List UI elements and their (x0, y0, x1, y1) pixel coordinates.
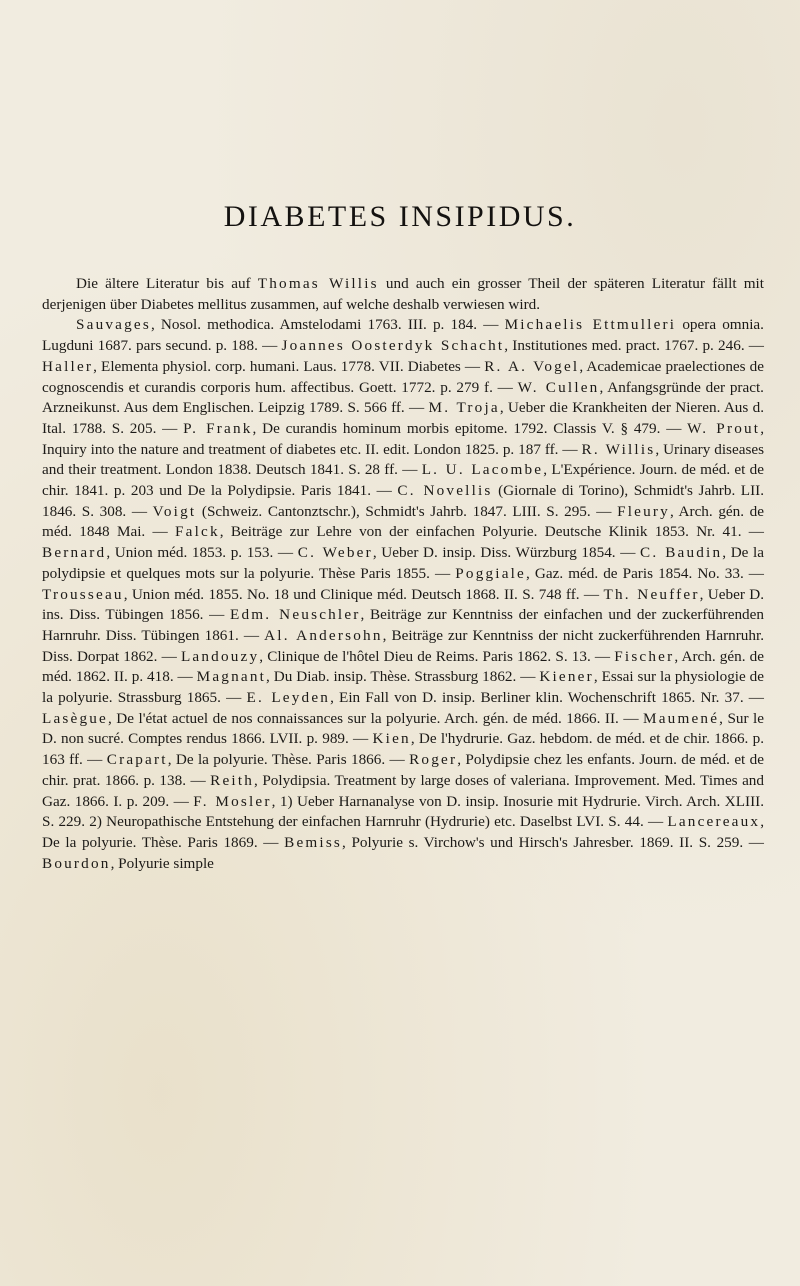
reference-citation: , De l'état actuel de nos connaissances sur la polyurie. Arch. gén. de méd. 1866. II. — (108, 709, 644, 727)
reference-author: Trousseau (42, 585, 124, 603)
reference-citation: , De la polyurie. Thèse. Paris 1866. — (167, 751, 410, 769)
reference-author: Edm. Neuschler (230, 606, 361, 624)
reference-author: Maumené (643, 709, 720, 727)
reference-entry (107, 751, 409, 768)
reference-citation: , Essai sur la physiologie de la polyurie. Strassburg 1865. — (42, 668, 765, 707)
reference-citation: , Elementa physiol. corp. humani. Laus. 1778. VII. Diabetes — (93, 357, 485, 375)
reference-citation: , Sur le D. non sucré. Comptes rendus 1866. LVII. p. 989. — (42, 709, 764, 748)
reference-author: Lancereaux (667, 813, 761, 831)
page-body (42, 274, 764, 874)
reference-entry (183, 420, 687, 437)
reference-author: Fleury (617, 502, 670, 520)
reference-citation: , 1) Ueber Harnanalyse von D. insip. Inosurie mit Hydrurie. Virch. Arch. XLIII. S. 229. 2) Neuropathische Entstehung der einfachen Harnruhr (Hydrurie) etc. Daselbst LVI. S. 44. — (42, 792, 764, 831)
intro-paragraph (42, 274, 764, 315)
reference-author: W. Cullen (517, 378, 600, 396)
reference-author: Fischer (614, 647, 675, 665)
intro-text-start: Die ältere Literatur bis auf (76, 275, 258, 292)
reference-author: Michaelis Ettmulleri (504, 316, 677, 334)
reference-citation: , L'Expérience. Journ. de méd. et de chir. 1841. p. 203 und De la Polydipsie. Paris 1841. — (42, 461, 764, 500)
reference-citation: , Union méd. 1853. p. 153. — (106, 544, 298, 562)
reference-author: Crapart (106, 751, 168, 769)
reference-citation: , De la polydipsie et quelques mots sur la polyurie. Thèse Paris 1855. — (42, 544, 764, 582)
reference-author: Kien (372, 730, 411, 748)
reference-citation: , Ueber die Krankheiten der Nieren. Aus d. Ital. 1788. S. 205. — (42, 399, 764, 437)
reference-citation: , Union méd. 1855. No. 18 und Clinique méd. Deutsch 1868. II. S. 748 ff. — (123, 585, 604, 603)
reference-citation: , De la polyurie. Thèse. Paris 1869. — (42, 813, 764, 851)
reference-citation: , Du Diab. insip. Thèse. Strassburg 1862. — (266, 668, 540, 686)
reference-citation: , Urinary diseases and their treatment. London 1838. Deutsch 1841. S. 28 ff. — (42, 440, 765, 479)
reference-citation: , Ueber D. ins. Diss. Tübingen 1856. — (42, 585, 765, 624)
reference-citation: , Arch. gén. de méd. 1862. II. p. 418. — (42, 647, 764, 686)
reference-author: Bourdon (42, 854, 111, 872)
reference-author: Landouzy (180, 647, 260, 665)
reference-citation: , Polyurie simple (110, 854, 214, 872)
reference-author: Roger (409, 751, 458, 769)
reference-citation: (Giornale di Torino), Schmidt's Jahrb. LII. 1846. S. 308. — (42, 482, 764, 520)
reference-entry (284, 834, 764, 851)
reference-author: W. Prout (687, 419, 761, 437)
reference-citation: (Schweiz. Cantonztschr.), Schmidt's Jahrb. 1847. LIII. S. 295. — (196, 502, 618, 520)
reference-citation: , Beiträge zur Kenntniss der nicht zuckerführenden Harnruhr. Diss. Dorpat 1862. — (42, 626, 765, 665)
reference-citation: , Beiträge zur Lehre von der einfachen Polyurie. Deutsche Klinik 1853. Nr. 41. — (219, 523, 764, 541)
reference-author: Falck (175, 523, 220, 541)
reference-entry (76, 316, 505, 333)
reference-author: C. Baudin (640, 544, 723, 562)
reference-author: Poggiale (455, 564, 526, 582)
reference-author: C. Novellis (397, 482, 493, 500)
reference-citation: , Academicae praelectiones de cognoscendis et curandis corporis hum. affectibus. Goett. 1772. p. 279 f. — (42, 357, 765, 396)
reference-entry (42, 855, 214, 872)
reference-citation: , Polyurie s. Virchow's und Hirsch's Jahresber. 1869. II. S. 259. — (342, 833, 764, 851)
reference-citation: , Ein Fall von D. insip. Berliner klin. Wochenschrift 1865. Nr. 37. — (330, 689, 764, 707)
reference-citation: , De curandis hominum morbis epitome. 1792. Classis V. § 479. — (252, 419, 688, 437)
reference-author: Th. Neuffer (603, 585, 700, 603)
intro-text-end: und auch ein grosser Theil der späteren Literatur fällt mit derjenigen über Diabetes mellitus zusammen, auf welche deshalb verwiesen wird. (42, 275, 764, 313)
page-title: DIABETES INSIPIDUS. (223, 200, 577, 233)
reference-author: Sauvages (76, 316, 151, 334)
bibliography-paragraph (42, 315, 764, 874)
reference-citation: , Clinique de l'hôtel Dieu de Reims. Paris 1862. S. 13. — (259, 647, 615, 665)
reference-citation: , De l'hydrurie. Gaz. hebdom. de méd. et de chir. 1866. p. 163 ff. — (42, 730, 765, 769)
reference-author: Bemiss (284, 833, 343, 851)
reference-author: Lasègue (42, 709, 108, 727)
intro-author-name: Thomas Willis (257, 275, 379, 292)
reference-author: M. Troja (428, 399, 500, 417)
reference-entry (181, 648, 614, 665)
reference-author: L. U. Lacombe (421, 461, 544, 479)
reference-author: Kiener (539, 668, 594, 686)
reference-entry (246, 689, 764, 706)
reference-entry (455, 565, 764, 582)
reference-entry (175, 523, 764, 540)
reference-author: Voigt (152, 502, 197, 520)
reference-author: Joannes Oosterdyk Schacht (281, 337, 505, 355)
reference-author: Haller (42, 357, 94, 375)
reference-author: P. Frank (183, 419, 253, 437)
reference-citation: , Beiträge zur Kenntniss der einfachen und der zuckerführenden Harnruhr. Diss. Tübingen 1861. — (42, 606, 764, 644)
reference-entry (298, 544, 640, 561)
reference-entry (42, 358, 484, 375)
reference-citation: , Ueber D. insip. Diss. Würzburg 1854. — (372, 544, 641, 562)
reference-entry (42, 586, 603, 603)
reference-citation: , Anfangsgründe der pract. Arzneikunst. Aus dem Englischen. Leipzig 1789. S. 566 ff. — (42, 378, 764, 417)
reference-author: C. Weber (297, 544, 373, 562)
reference-entry (197, 668, 540, 685)
reference-citation: , Polydipsie chez les enfants. Journ. de méd. et de chir. prat. 1866. p. 138. — (42, 751, 764, 789)
reference-citation: , Polydipsia. Treatment by large doses of valeriana. Improvement. Med. Times and Gaz. 1866. I. p. 209. — (42, 771, 764, 810)
reference-citation: opera omnia. Lugduni 1687. pars secund. p. 188. — (42, 316, 764, 355)
reference-citation: , Arch. gén. de méd. 1848 Mai. — (42, 502, 764, 541)
reference-author: E. Leyden (246, 689, 331, 707)
reference-citation: , Institutiones med. pract. 1767. p. 246. — (504, 337, 764, 355)
reference-citation: , Gaz. méd. de Paris 1854. No. 33. — (526, 564, 764, 582)
reference-entry (42, 544, 298, 561)
reference-entry (42, 710, 643, 727)
reference-citation: , Inquiry into the nature and treatment of diabetes etc. II. edit. London 1825. p. 187 ff. — (42, 419, 765, 458)
reference-entry (153, 503, 617, 520)
reference-entry (281, 337, 764, 354)
reference-citation: , Nosol. methodica. Amstelodami 1763. III. p. 184. — (150, 316, 505, 334)
reference-author: F. Mosler (193, 792, 272, 810)
reference-author: R. A. Vogel (484, 357, 580, 375)
reference-author: Bernard (42, 544, 107, 562)
reference-author: Reith (210, 771, 255, 789)
reference-author: Al. Andersohn (264, 626, 383, 644)
reference-author: R. Willis (581, 440, 656, 458)
reference-author: Magnant (196, 668, 267, 686)
